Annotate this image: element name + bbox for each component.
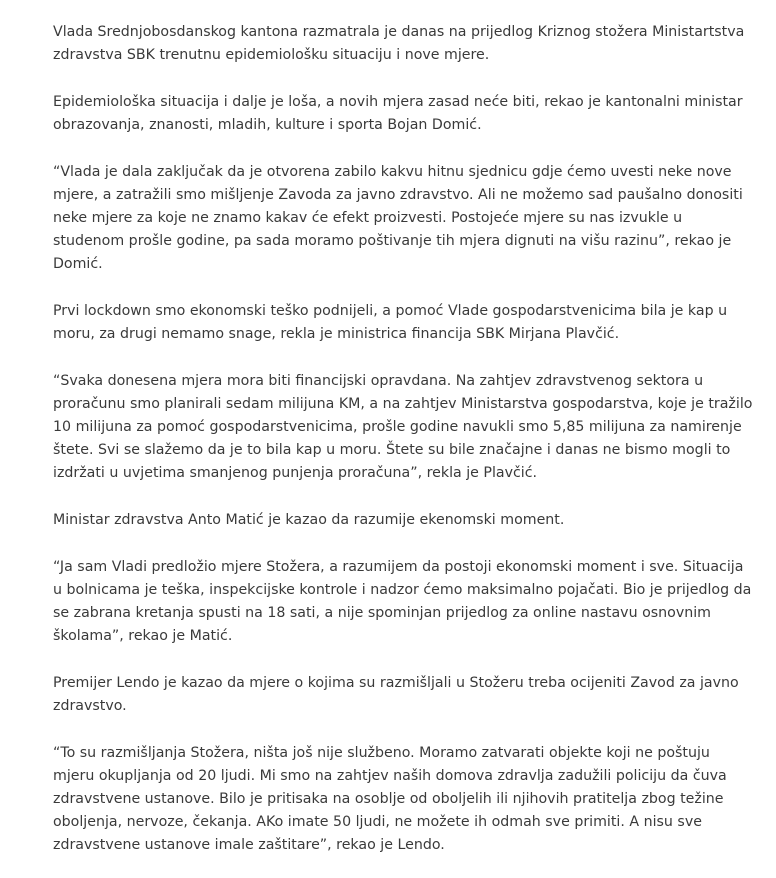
paragraph-matic-quote: “Ja sam Vladi predložio mjere Stožera, a razumijem da postoji ekonomski moment i sve. Situacija u bolnicama je teška, inspekcijske kontrole i nadzor ćemo maksimalno pojačati. Bio je prijedlog da se zabrana kretanja spusti na 18 sati, a nije spominjan prijedlog za online nastavu osnovnim školama”, rekao je Matić. bbox=[53, 559, 752, 644]
paragraph-lendo-summary: Premijer Lendo je kazao da mjere o kojima su razmišljali u Stožeru treba ocijeniti Zavod za javno zdravstvo. bbox=[53, 675, 739, 714]
paragraph-lendo-quote: “To su razmišljanja Stožera, ništa još nije službeno. Moramo zatvarati objekte koji ne poštuju mjeru okupljanja od 20 ljudi. Mi smo na zahtjev naših domova zdravlja zadužili policiju da čuva zdravstvene ustanove. Bilo je pritisaka na osoblje od oboljelih ili njihovih pratitelja zbog težine oboljenja, nervoze, čekanja. AKo imate 50 ljudi, ne možete ih odmah sve primiti. A nisu sve zdravstvene ustanove imale zaštitare”, rekao je Lendo. bbox=[53, 745, 727, 853]
article-body bbox=[53, 21, 753, 857]
paragraph-intro: Vlada Srednjobosdanskog kantona razmatrala je danas na prijedlog Kriznog stožera Ministartstva zdravstva SBK trenutnu epidemiološku situaciju i nove mjere. bbox=[53, 24, 745, 63]
paragraph-plavcic-quote: “Svaka donesena mjera mora biti financijski opravdana. Na zahtjev zdravstvenog sektora u proračunu smo planirali sedam milijuna KM, a na zahtjev Ministarstva gospodarstva, koje je tražilo 10 milijuna za pomoć gospodarstvenicima, prošle godine navukli smo 5,85 milijuna za namirenje štete. Svi se slažemo da je to bila kap u moru. Štete su bile značajne i danas ne bismo mogli to izdržati u uvjetima smanjenog punjenja proračuna”, rekla je Plavčić. bbox=[53, 373, 753, 481]
paragraph-domic-summary: Epidemiološka situacija i dalje je loša, a novih mjera zasad neće biti, rekao je kantonalni ministar obrazovanja, znanosti, mladih, kulture i sporta Bojan Domić. bbox=[53, 94, 743, 133]
paragraph-matic-summary: Ministar zdravstva Anto Matić je kazao da razumije ekenomski moment. bbox=[53, 512, 565, 528]
paragraph-plavcic-summary: Prvi lockdown smo ekonomski teško podnijeli, a pomoć Vlade gospodarstvenicima bila je kap u moru, za drugi nemamo snage, rekla je ministrica financija SBK Mirjana Plavčić. bbox=[53, 303, 728, 342]
paragraph-domic-quote: “Vlada je dala zaključak da je otvorena zabilo kakvu hitnu sjednicu gdje ćemo uvesti neke nove mjere, a zatražili smo mišljenje Zavoda za javno zdravstvo. Ali ne možemo sad paušalno donositi neke mjere za koje ne znamo kakav će efekt proizvesti. Postojeće mjere su nas izvukle u studenom prošle godine, pa sada moramo poštivanje tih mjera dignuti na višu razinu”, rekao je Domić. bbox=[53, 164, 743, 272]
